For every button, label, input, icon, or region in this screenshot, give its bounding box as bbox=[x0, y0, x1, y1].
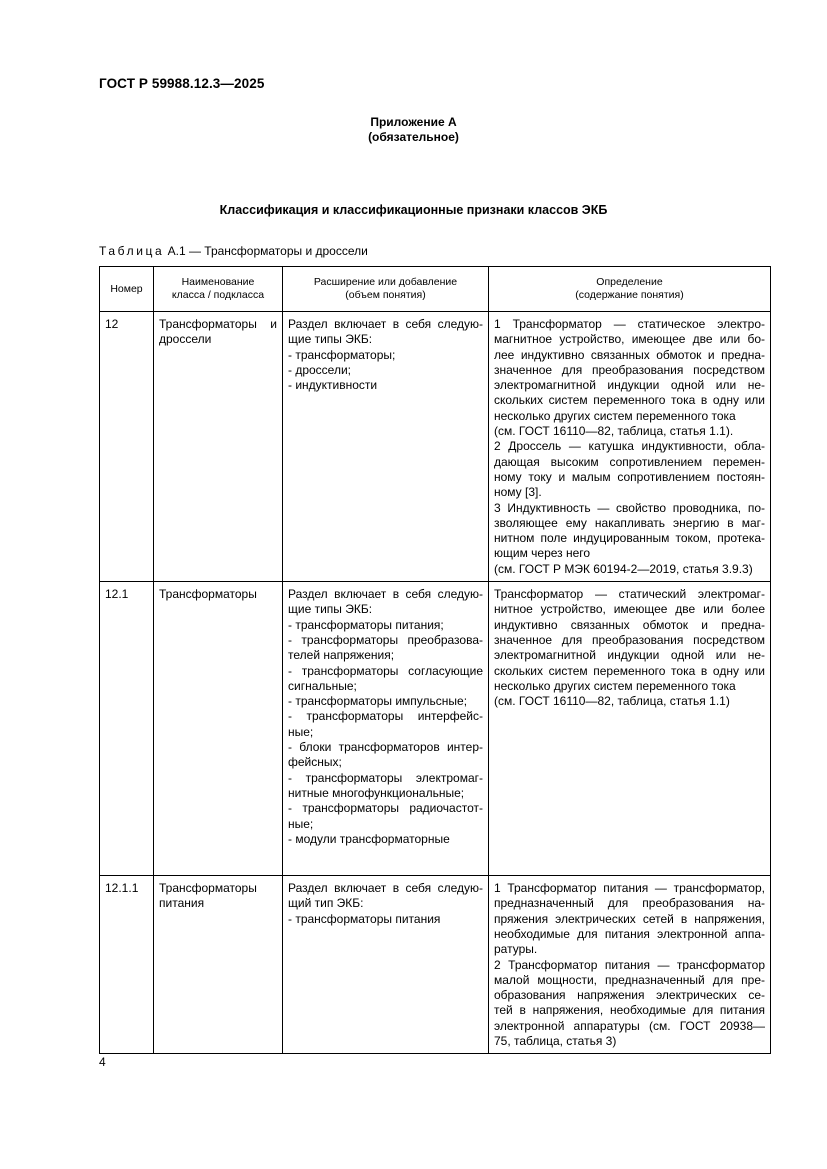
cell-line: (см. ГОСТ 16110—82, таблица, статья 1.1) bbox=[494, 694, 730, 709]
header-definition bbox=[489, 267, 771, 312]
cell-line: несколько других систем переменного тока bbox=[494, 678, 736, 693]
cell-class-name bbox=[154, 582, 283, 876]
cell-line: ратуры. bbox=[494, 942, 538, 957]
cell-line: ному [3]. bbox=[494, 485, 542, 500]
cell-line: - трансформаторы питания bbox=[288, 911, 441, 926]
cell-line: нитные многофункциональные; bbox=[288, 785, 465, 800]
cell-line: сигнальные; bbox=[288, 678, 357, 693]
cell-line: - трансформаторы электромаг- bbox=[288, 770, 483, 785]
cell-line: (см. ГОСТ Р МЭК 60194-2—2019, статья 3.9.3) bbox=[494, 561, 753, 576]
cell-line: щие типы ЭКБ: bbox=[288, 602, 373, 617]
cell-line: - трансформаторы импульсные; bbox=[288, 694, 468, 709]
cell-line: - трансформаторы интерфейс- bbox=[288, 709, 483, 724]
cell-line: образования напряжения электрических се- bbox=[494, 988, 765, 1003]
cell-number: 12.1 bbox=[100, 582, 154, 876]
cell-line: пряжения электрических сетей в напряжения, bbox=[494, 911, 765, 926]
cell-line: зволяющее ему накапливать энергию в маг- bbox=[494, 515, 765, 530]
cell-line: необходимые для питания электронной аппа- bbox=[494, 926, 765, 941]
cell-line: ные; bbox=[288, 724, 314, 739]
cell-class-name bbox=[154, 312, 283, 582]
cell-line: скольких систем переменного тока в одну или bbox=[494, 393, 765, 408]
table-row bbox=[100, 582, 771, 876]
annex-title: Приложение А bbox=[370, 115, 457, 129]
cell-line: щие типы ЭКБ: bbox=[288, 332, 373, 347]
standard-code: ГОСТ Р 59988.12.3—2025 bbox=[99, 76, 265, 91]
annex-status: (обязательное) bbox=[368, 130, 459, 144]
cell-line: 1 Трансформатор — статическое электро- bbox=[494, 317, 765, 331]
cell-line: Раздел включает в себя следую- bbox=[288, 587, 483, 602]
cell-scope bbox=[283, 312, 489, 582]
table-caption bbox=[99, 244, 368, 258]
section-title: Классификация и классификационные признаки классов ЭКБ bbox=[219, 203, 608, 217]
table-row bbox=[100, 876, 771, 1054]
cell-line: электромагнитной индукции одной или не- bbox=[494, 648, 765, 663]
table-caption-text: А.1 — Трансформаторы и дроссели bbox=[167, 244, 368, 258]
header-line: (объем понятия) bbox=[345, 289, 426, 301]
cell-line: индуктивно связанных обмоток и предна- bbox=[494, 617, 765, 632]
cell-line: лее индуктивно связанных обмоток и предна- bbox=[494, 347, 765, 362]
cell-line: дающая высоким сопротивлением перемен- bbox=[494, 454, 765, 469]
page-number: 4 bbox=[99, 1055, 106, 1069]
cell-scope bbox=[283, 876, 489, 1054]
cell-scope bbox=[283, 582, 489, 876]
cell-line: - трансформаторы радиочастот- bbox=[288, 801, 483, 816]
table-caption-label: Таблица bbox=[99, 244, 165, 258]
header-line: (содержание понятия) bbox=[575, 289, 684, 301]
cell-line: скольких систем переменного тока в одну или bbox=[494, 663, 765, 678]
cell-line: Трансформаторы bbox=[159, 587, 257, 602]
cell-number: 12.1.1 bbox=[100, 876, 154, 1054]
header-number bbox=[100, 267, 154, 312]
header-line: Номер bbox=[110, 282, 143, 295]
cell-line: - модули трансформаторные bbox=[288, 831, 450, 846]
header-line: Расширение или добавление bbox=[313, 276, 458, 288]
cell-line: электронной аппаратуры (см. ГОСТ 20938— bbox=[494, 1018, 765, 1033]
cell-line: - трансформаторы согласующие bbox=[288, 663, 483, 678]
cell-line: фейсных; bbox=[288, 755, 342, 770]
table-body bbox=[100, 312, 771, 1054]
cell-line: Раздел включает в себя следую- bbox=[288, 881, 483, 896]
cell-definition bbox=[489, 876, 771, 1054]
header-line: Наименование bbox=[181, 276, 255, 288]
cell-line: - блоки трансформаторов интер- bbox=[288, 740, 483, 755]
cell-line: ные; bbox=[288, 816, 314, 831]
cell-line: тей в напряжения, необходимые для питания bbox=[494, 1003, 765, 1018]
cell-line: нитное устройство, имеющее две или более bbox=[494, 602, 765, 617]
cell-line: - трансформаторы преобразова- bbox=[288, 632, 483, 647]
cell-line: 75, таблица, статья 3) bbox=[494, 1034, 617, 1049]
header-class-name bbox=[154, 267, 283, 312]
cell-line: - индуктивности bbox=[288, 378, 378, 393]
cell-line: значенное для преобразования посредством bbox=[494, 632, 765, 647]
cell-line: малой мощности, предназначенный для пре- bbox=[494, 972, 765, 987]
cell-line: несколько других систем переменного тока bbox=[494, 408, 736, 423]
cell-line: электромагнитной индукции одной или не- bbox=[494, 378, 765, 393]
cell-line: телей напряжения; bbox=[288, 648, 395, 663]
cell-line: нитном поле индуцированным током, протека- bbox=[494, 531, 765, 546]
cell-line: 3 Индуктивность — свойство проводника, по- bbox=[494, 500, 765, 515]
cell-line: питания bbox=[159, 896, 205, 911]
annex-heading bbox=[0, 115, 827, 145]
cell-definition bbox=[489, 582, 771, 876]
cell-line: значенное для преобразования посредством bbox=[494, 362, 765, 377]
cell-line: Раздел включает в себя следую- bbox=[288, 317, 483, 331]
cell-class-name bbox=[154, 876, 283, 1054]
classification-table bbox=[99, 266, 771, 1054]
cell-line: 2 Дроссель — катушка индуктивности, обла- bbox=[494, 439, 765, 454]
header-line: класса / подкласса bbox=[171, 289, 265, 301]
cell-line: дроссели bbox=[159, 332, 212, 347]
cell-line: - трансформаторы питания; bbox=[288, 617, 444, 632]
cell-definition bbox=[489, 312, 771, 582]
cell-line: предназначенный для преобразования на- bbox=[494, 896, 765, 911]
cell-line: (см. ГОСТ 16110—82, таблица, статья 1.1). bbox=[494, 424, 734, 439]
cell-line: ющим через него bbox=[494, 546, 591, 561]
cell-line: 1 Трансформатор питания — трансформатор, bbox=[494, 881, 765, 896]
cell-line: щий тип ЭКБ: bbox=[288, 896, 364, 911]
cell-line: - трансформаторы; bbox=[288, 347, 396, 362]
table-header-row bbox=[100, 267, 771, 312]
cell-line: 2 Трансформатор питания — трансформатор bbox=[494, 957, 765, 972]
header-scope bbox=[283, 267, 489, 312]
cell-line: Трансформатор — статический электромаг- bbox=[494, 587, 765, 602]
cell-line: ному току и малым сопротивлением постоян- bbox=[494, 469, 765, 484]
cell-number: 12 bbox=[100, 312, 154, 582]
cell-line: Трансформаторы bbox=[159, 881, 257, 896]
cell-line: - дроссели; bbox=[288, 362, 351, 377]
table-row bbox=[100, 312, 771, 582]
cell-line: Трансформаторы и bbox=[159, 317, 277, 331]
header-line: Определение bbox=[596, 276, 663, 288]
cell-line: магнитное устройство, имеющее две или бо- bbox=[494, 332, 765, 347]
